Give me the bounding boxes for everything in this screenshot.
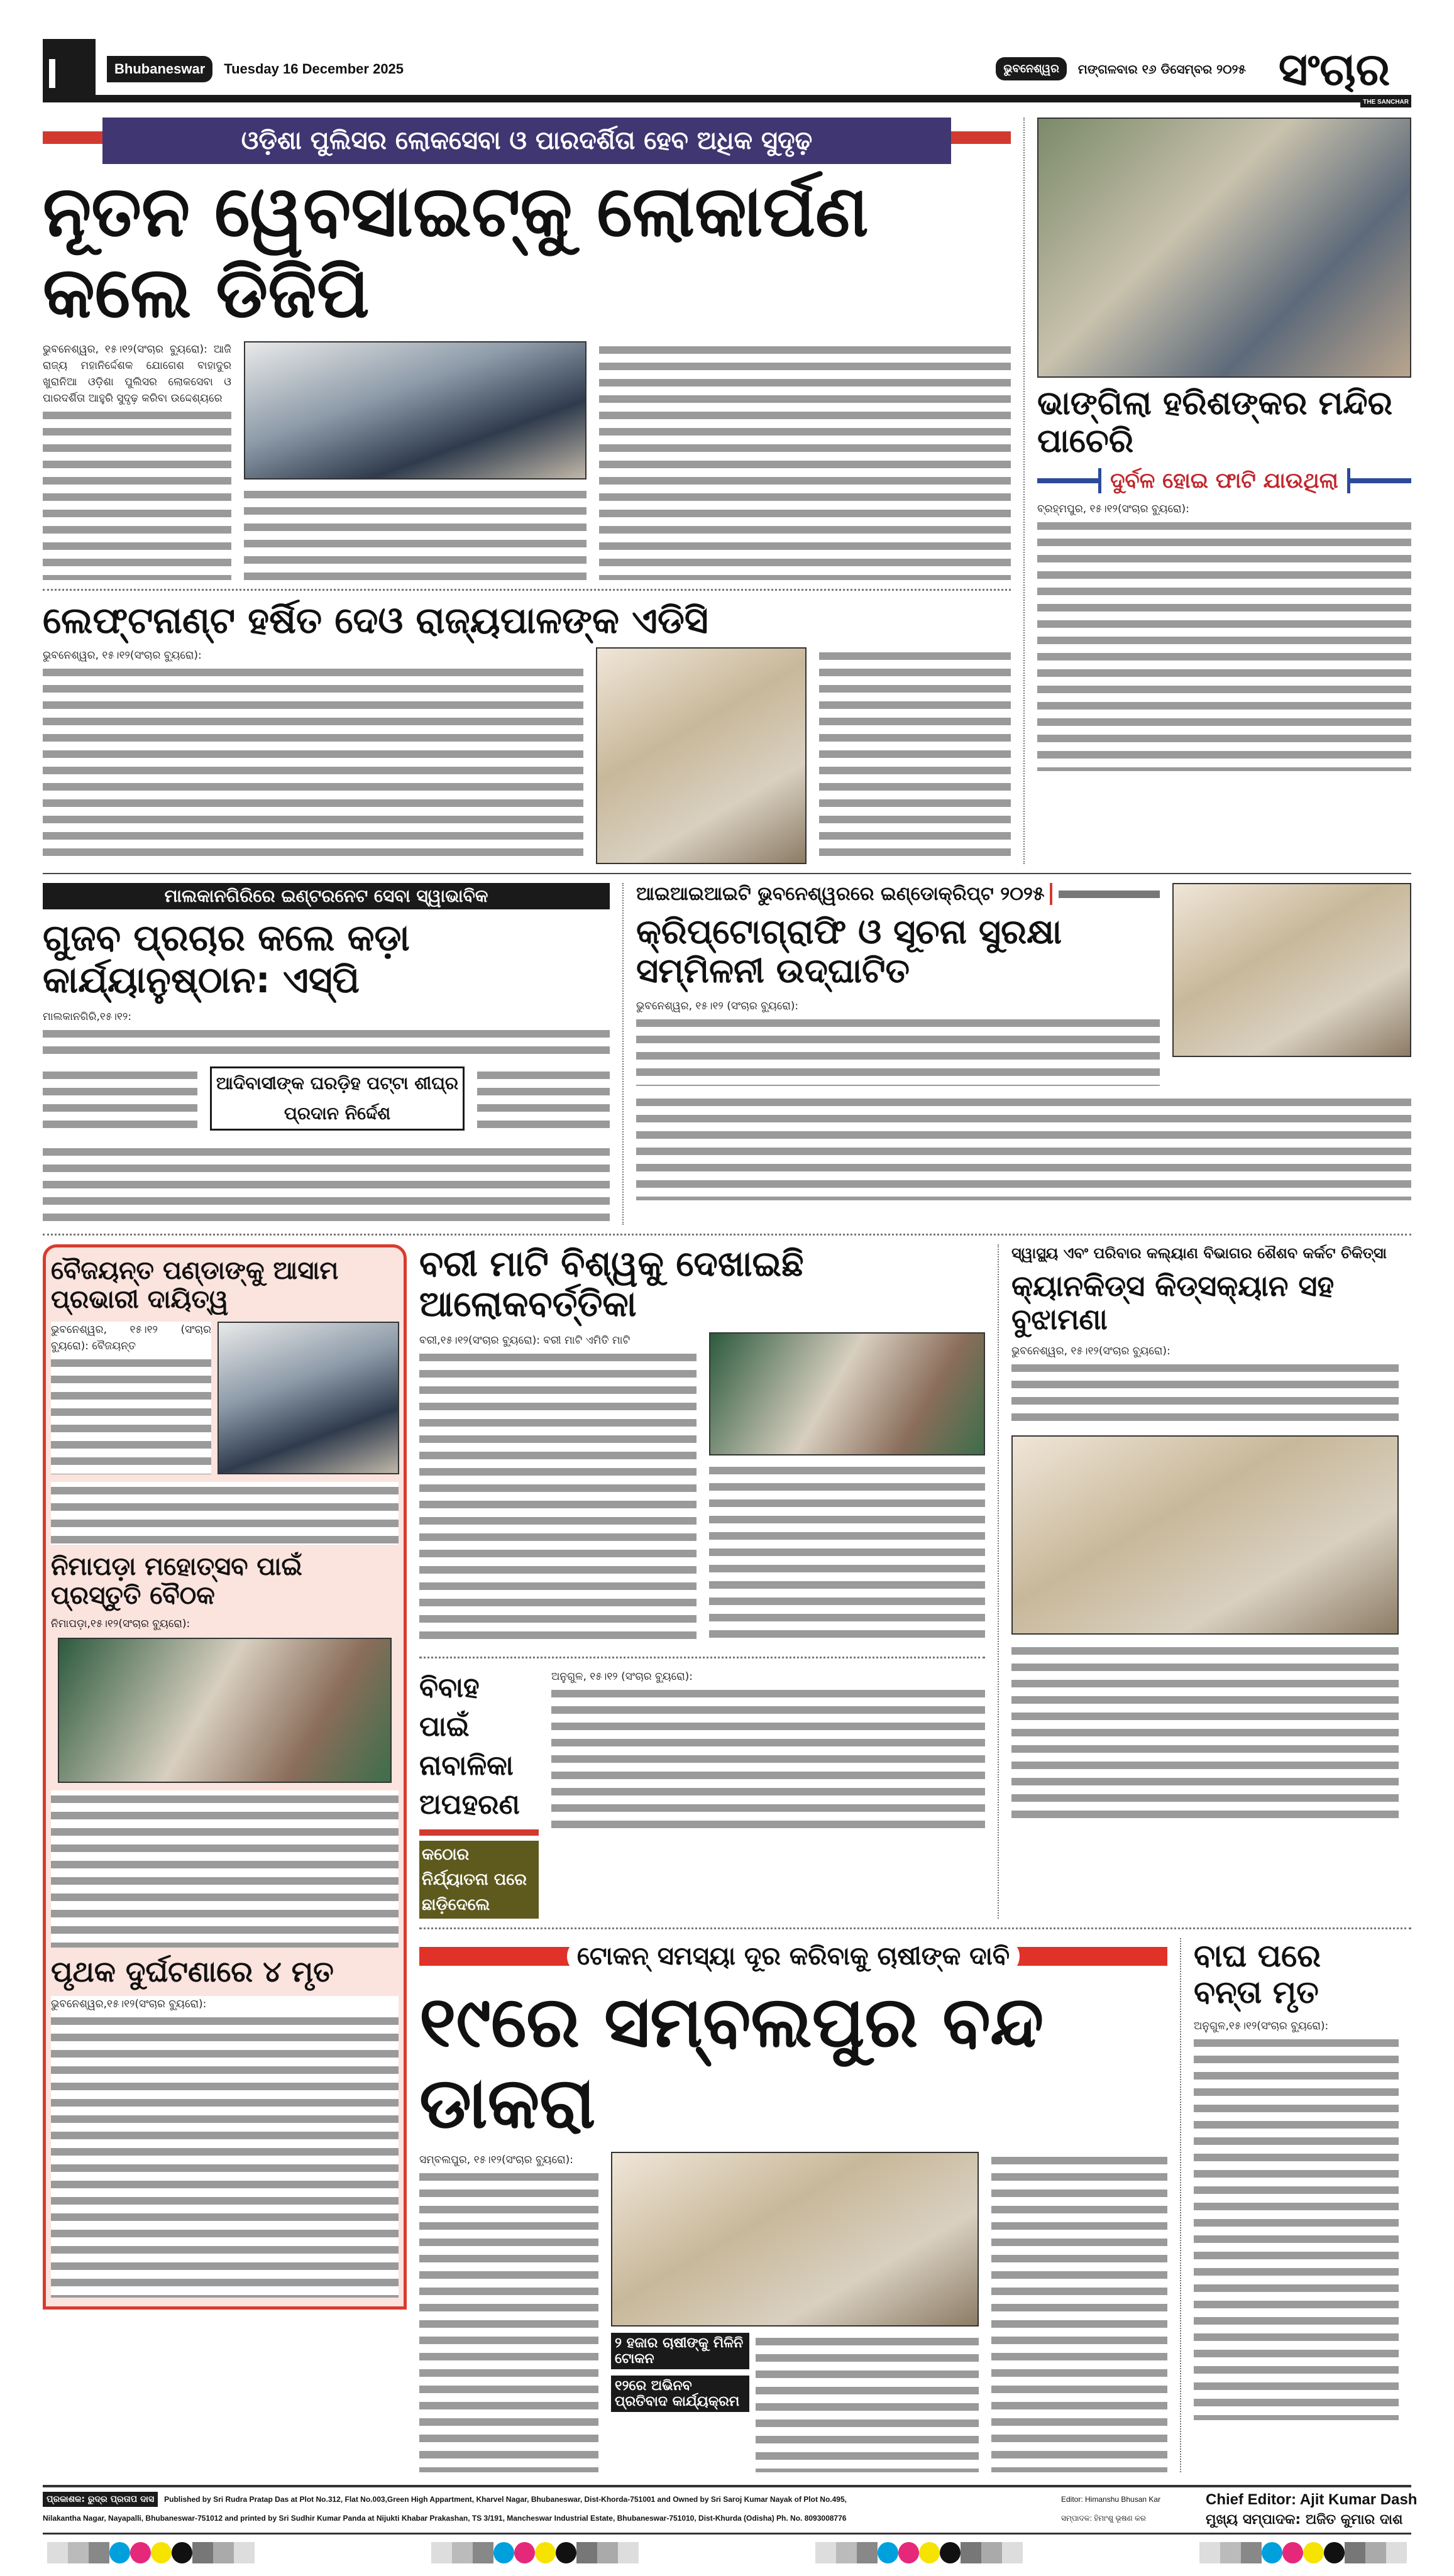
section-divider	[43, 1234, 1411, 1236]
baijayant-body-2	[51, 1482, 399, 1545]
nimapada-photo	[58, 1638, 392, 1783]
malkangiri-body	[43, 1009, 610, 1059]
cankids-kicker: ସ୍ୱାସ୍ଥ୍ୟ ଏବଂ ପରିବାର କଲ୍ୟାଣ ବିଭାଗର ଶୈଶବ କର୍କଟ ଚିକିତ୍ସା	[1011, 1244, 1387, 1262]
sambalpur-body-3	[991, 2152, 1167, 2472]
date-en: Tuesday 16 December 2025	[224, 60, 404, 77]
temple-photo	[1037, 118, 1411, 378]
top-section	[43, 118, 1411, 864]
nimapada-lead: ନିମାପଡ଼ା,୧୫।୧୨(ସଂଚାର ବ୍ୟୁରୋ):	[51, 1617, 190, 1630]
malkangiri-headline: ଗୁଜବ ପ୍ରଚାର କଲେ କଡ଼ା କାର୍ଯ୍ୟାନୁଷ୍ଠାନ: ଏସ୍‌ପି	[43, 916, 410, 1001]
police-story	[43, 341, 1011, 580]
indocrypt-column	[636, 883, 1411, 1200]
baijayant-photo	[218, 1322, 399, 1474]
indocrypt-body	[636, 998, 1160, 1086]
sambalpur-body	[419, 2152, 598, 2472]
baijayant-lead: ଭୁବନେଶ୍ୱର, ୧୫।୧୨ (ସଂଚାର ବ୍ୟୁରୋ): ବୈଜୟନ୍ତ	[51, 1322, 211, 1354]
malkangiri-body-4	[43, 1143, 610, 1225]
sambalpur-photo-column	[611, 2152, 979, 2472]
police-body	[43, 341, 231, 580]
lower-bottom-row	[419, 1938, 1411, 2472]
color-bars	[43, 2542, 1411, 2563]
lower-right-area	[419, 1244, 1411, 2472]
column-divider	[1023, 118, 1025, 864]
indocrypt-photo	[1172, 883, 1411, 1057]
cankids-column	[1011, 1244, 1399, 1825]
malkangiri-body-3	[477, 1066, 610, 1136]
police-body-3	[599, 341, 1011, 580]
sambalpur-inset-1: ୨ ହଜାର ଚାଷୀଙ୍କୁ ମିଳିନି ଟୋକନ	[611, 2333, 749, 2369]
brief-box	[43, 1244, 407, 2310]
sambalpur-inset-row	[611, 2333, 979, 2472]
malkangiri-inset-row	[43, 1066, 610, 1136]
bari-body-2	[709, 1462, 985, 1647]
cankids-body-2	[1011, 1642, 1399, 1824]
color-bar	[47, 2542, 255, 2563]
temple-lead: ବ୍ରହ୍ମପୁର, ୧୫।୧୨(ସଂଚାର ବ୍ୟୁରୋ):	[1037, 501, 1411, 517]
baijayant-story	[51, 1322, 399, 1474]
cankids-photo	[1011, 1435, 1399, 1635]
adc-body	[43, 647, 583, 864]
column-divider	[998, 1244, 999, 1919]
abduction-subhead: କଠୋର ନିର୍ଯ୍ୟାତନା ପରେ ଛାଡ଼ିଦେଲେ	[419, 1841, 539, 1919]
tiger-body	[1194, 2018, 1399, 2420]
indocrypt-kicker-row	[636, 883, 1160, 905]
footer-line1: Published by Sri Rudra Pratap Das at Plot No.312, Flat No.003,Green High Appartment, Kharvel Nagar, Bhubaneswar, Dist-Khorda-751001 and Owned by Sri Saroj Kumar Nayak of Plot No.495,	[164, 2495, 847, 2504]
footer-imprint	[43, 2490, 1049, 2528]
sambalpur-body-2	[756, 2333, 979, 2472]
abduction-lead: ଅନୁଗୁଳ, ୧୫।୧୨ (ସଂଚାର ବ୍ୟୁରୋ):	[551, 1669, 985, 1685]
baijayant-body	[51, 1322, 211, 1474]
sambalpur-photo	[611, 2152, 979, 2327]
police-body-2	[244, 486, 587, 580]
sambalpur-inset-2: ୧୨ରେ ଅଭିନବ ପ୍ରତିବାଦ କାର୍ଯ୍ୟକ୍ରମ	[611, 2376, 749, 2412]
temple-column	[1037, 118, 1411, 771]
malkangiri-kicker: ମାଲକାନଗିରିରେ ଇଣ୍ଟରନେଟ ସେବା ସ୍ୱାଭାବିକ	[43, 883, 610, 909]
editor-en: Editor: Himanshu Bhusan Kar	[1061, 2495, 1161, 2504]
lower-section	[43, 1244, 1411, 2472]
sambalpur-kicker: ଟୋକନ୍ ସମସ୍ୟା ଦୂର କରିବାକୁ ଚାଷୀଙ୍କ ଦାବି	[567, 1938, 1020, 1975]
sambalpur-headline: ୧୯ରେ ସମ୍ବଲପୁର ବନ୍ଦ ଡାକରା	[419, 1981, 1044, 2145]
footer-chief-editor	[1206, 2490, 1424, 2530]
tiger-lead: ଅନୁଗୁଳ,୧୫।୧୨(ସଂଚାର ବ୍ୟୁରୋ):	[1194, 2018, 1399, 2034]
header-corner-mark	[43, 39, 96, 99]
bari-story	[419, 1332, 985, 1647]
kicker-rule	[1059, 891, 1160, 898]
police-photo	[244, 341, 587, 480]
tiger-column	[1194, 1938, 1399, 2420]
section-divider	[419, 1927, 1411, 1929]
malkangiri-lead: ମାଲକାନଗିରି,୧୫।୧୨:	[43, 1009, 610, 1025]
column-divider	[1180, 1938, 1181, 2472]
sambalpur-insets	[611, 2333, 749, 2412]
footer	[43, 2487, 1418, 2533]
police-photo-column	[244, 341, 587, 580]
indocrypt-lead: ଭୁବନେଶ୍ୱର, ୧୫।୧୨ (ସଂଚାର ବ୍ୟୁରୋ):	[636, 998, 1160, 1014]
chief-editor-en: Chief Editor: Ajit Kumar Dash	[1206, 2491, 1418, 2509]
indocrypt-headline: କ୍ରିପ୍ଟୋଗ୍ରାଫି ଓ ସୂଚନା ସୁରକ୍ଷା ସମ୍ମିଳନୀ ଉଦ୍‌ଘାଟିତ	[636, 912, 1062, 991]
bari-lead: ବରୀ,୧୫।୧୨(ସଂଚାର ବ୍ୟୁରୋ): ବରୀ ମାଟି ଏମିତି ମାଟି	[419, 1332, 697, 1349]
logo-text: ସଂଚାର	[1278, 42, 1391, 96]
color-bar	[815, 2542, 1023, 2563]
footer-editor	[1061, 2490, 1193, 2528]
police-headline: ନୂତନ ୱେବସାଇଟ୍‌କୁ ଲୋକାର୍ପଣ କଲେ ଡିଜିପି	[43, 171, 869, 334]
police-lead: ଭୁବନେଶ୍ୱର, ୧୫।୧୨(ସଂଚାର ବ୍ୟୁରୋ): ଆଜି ରାଜ୍ୟ ମହାନିର୍ଦ୍ଦେଶକ ଯୋଗେଶ ବାହାଦୁର ଖୁରାନିଆ ଓଡ଼ିଶା ପୁଲିସର ଲୋକସେବା ଓ ପାରଦର୍ଶିତା ଆହୁରି ସୁଦୃଢ଼ କରିବା ଉଦ୍ଦେଶ୍ୟରେ	[43, 341, 231, 407]
malkangiri-column	[43, 883, 610, 1224]
sambalpur-column	[419, 1938, 1167, 2472]
section-divider	[43, 873, 1411, 874]
accident-lead: ଭୁବନେଶ୍ୱର,୧୫।୧୨(ସଂଚାର ବ୍ୟୁରୋ):	[51, 1996, 399, 2012]
adc-headline: ଲେଫ୍ଟନାଣ୍ଟ ହର୍ଷିତ ଦେଓ ରାଜ୍ୟପାଳଙ୍କ ଏଡିସି	[43, 598, 708, 642]
sambalpur-kicker-wrap	[419, 1938, 1167, 1975]
accident-headline: ପୃଥକ ଦୁର୍ଘଟଣାରେ ୪ ମୃତ	[51, 1954, 334, 1988]
section-divider	[43, 589, 1011, 591]
temple-subhead-wrap	[1037, 468, 1411, 493]
date-or: ମଙ୍ଗଳବାର ୧୬ ଡିସେମ୍ବର ୨୦୨୫	[1077, 61, 1246, 77]
nimapada-headline: ନିମାପଡ଼ା ମହୋତ୍ସବ ପାଇଁ ପ୍ରସ୍ତୁତି ବୈଠକ	[51, 1552, 302, 1610]
malkangiri-body-2	[43, 1066, 197, 1136]
abduction-headline: ବିବାହ ପାଇଁ ନାବାଳିକା ଅପହରଣ	[419, 1672, 520, 1821]
abduction-story	[419, 1669, 985, 1919]
bari-photo-column	[709, 1332, 985, 1647]
footer-label: ପ୍ରକାଶକ: ରୁଦ୍ର ପ୍ରତାପ ଦାସ	[43, 2492, 158, 2507]
sambalpur-story	[419, 2152, 1167, 2472]
temple-body	[1037, 501, 1411, 771]
police-banner: ଓଡ଼ିଶା ପୁଲିସର ଲୋକସେବା ଓ ପାରଦର୍ଶିତା ହେବ ଅଧିକ ସୁଦୃଢ଼	[102, 118, 951, 164]
chief-editor-or: ମୁଖ୍ୟ ସମ୍ପାଦକ: ଅଜିତ କୁମାର ଦାଶ	[1206, 2512, 1403, 2528]
second-section	[43, 883, 1411, 1224]
logo-tag: THE SANCHAR	[1360, 97, 1411, 107]
masthead	[43, 42, 1411, 106]
adc-story	[43, 647, 1011, 864]
cankids-body	[1011, 1343, 1399, 1428]
tiger-headline: ବାଘ ପରେ ବନ୍ତା ମୃତ	[1194, 1937, 1321, 2010]
indocrypt-top	[636, 883, 1411, 1086]
color-bar	[431, 2542, 639, 2563]
lower-upper-row	[419, 1244, 1411, 1919]
adc-lead: ଭୁବନେଶ୍ୱର, ୧୫।୧୨(ସଂଚାର ବ୍ୟୁରୋ):	[43, 647, 583, 664]
bari-headline: ବରୀ ମାଟି ବିଶ୍ୱକୁ ଦେଖାଇଛି ଆଲୋକବର୍ତ୍ତିକା	[419, 1243, 804, 1325]
headline-rule	[419, 1829, 539, 1836]
city-badge: Bhubaneswar	[107, 56, 212, 82]
city-badge-or: ଭୁବନେଶ୍ୱର	[996, 57, 1067, 80]
police-banner-wrap	[43, 118, 1011, 164]
malkangiri-inset: ଆଦିବାସୀଙ୍କ ଘରଡ଼ିହ ପଟ୍ଟା ଶୀଘ୍ର ପ୍ରଦାନ ନିର୍ଦ୍ଦେଶ	[210, 1066, 465, 1131]
police-adc-column	[43, 118, 1011, 864]
nimapada-body	[51, 1790, 399, 1948]
section-divider	[419, 1657, 985, 1658]
bari-body	[419, 1332, 697, 1647]
indocrypt-body-2	[636, 1093, 1411, 1200]
indocrypt-text	[636, 883, 1160, 1086]
bari-column	[419, 1244, 985, 1919]
cankids-lead: ଭୁବନେଶ୍ୱର, ୧୫।୧୨(ସଂଚାର ବ୍ୟୁରୋ):	[1011, 1343, 1399, 1359]
bari-photo	[709, 1332, 985, 1455]
indocrypt-kicker: ଆଇଆଇଆଇଟି ଭୁବନେଶ୍ୱରରେ ଇଣ୍ଡୋକ୍ରିପ୍ଟ ୨୦୨୫	[636, 883, 1052, 905]
accident-body	[51, 1996, 399, 2298]
color-bar	[1199, 2542, 1407, 2563]
masthead-logo	[1257, 41, 1411, 106]
cankids-headline: କ୍ୟାନକିଡ୍ସ କିଡ୍ସକ୍ୟାନ ସହ ବୁଝାମଣା	[1011, 1268, 1335, 1336]
footer-rule-2	[43, 2533, 1411, 2535]
adc-body-2	[819, 647, 1011, 864]
editor-or: ସମ୍ପାଦକ: ହିମାଂଶୁ ଭୂଷଣ କର	[1061, 2514, 1147, 2523]
abduction-head-column	[419, 1669, 539, 1919]
temple-headline: ଭାଙ୍ଗିଲା ହରିଶଙ୍କର ମନ୍ଦିର ପାଚେରି	[1037, 385, 1392, 460]
adc-photo	[596, 647, 807, 864]
footer-line2: Nilakantha Nagar, Nayapalli, Bhubaneswar-751012 and printed by Sri Sudhir Kumar Panda at Nijukti Khabar Prakashan, TS 3/191, Mancheswar Industrial Estate, Bhubaneswar-751010, Dist-Khurda (Odisha) Ph. No. 8093008776	[43, 2514, 847, 2523]
temple-subhead: ଦୁର୍ବଳ ହୋଇ ଫାଟି ଯାଉଥିଲା	[1098, 468, 1350, 493]
baijayant-headline: ବୈଜୟନ୍ତ ପଣ୍ଡାଙ୍କୁ ଆସାମ ପ୍ରଭାରୀ ଦାୟିତ୍ୱ	[51, 1256, 339, 1314]
sambalpur-lead: ସମ୍ବଲପୁର, ୧୫।୧୨(ସଂଚାର ବ୍ୟୁରୋ):	[419, 2152, 598, 2168]
footer-line1-wrap	[43, 2490, 1049, 2509]
abduction-body	[551, 1669, 985, 1832]
column-divider	[622, 883, 624, 1224]
